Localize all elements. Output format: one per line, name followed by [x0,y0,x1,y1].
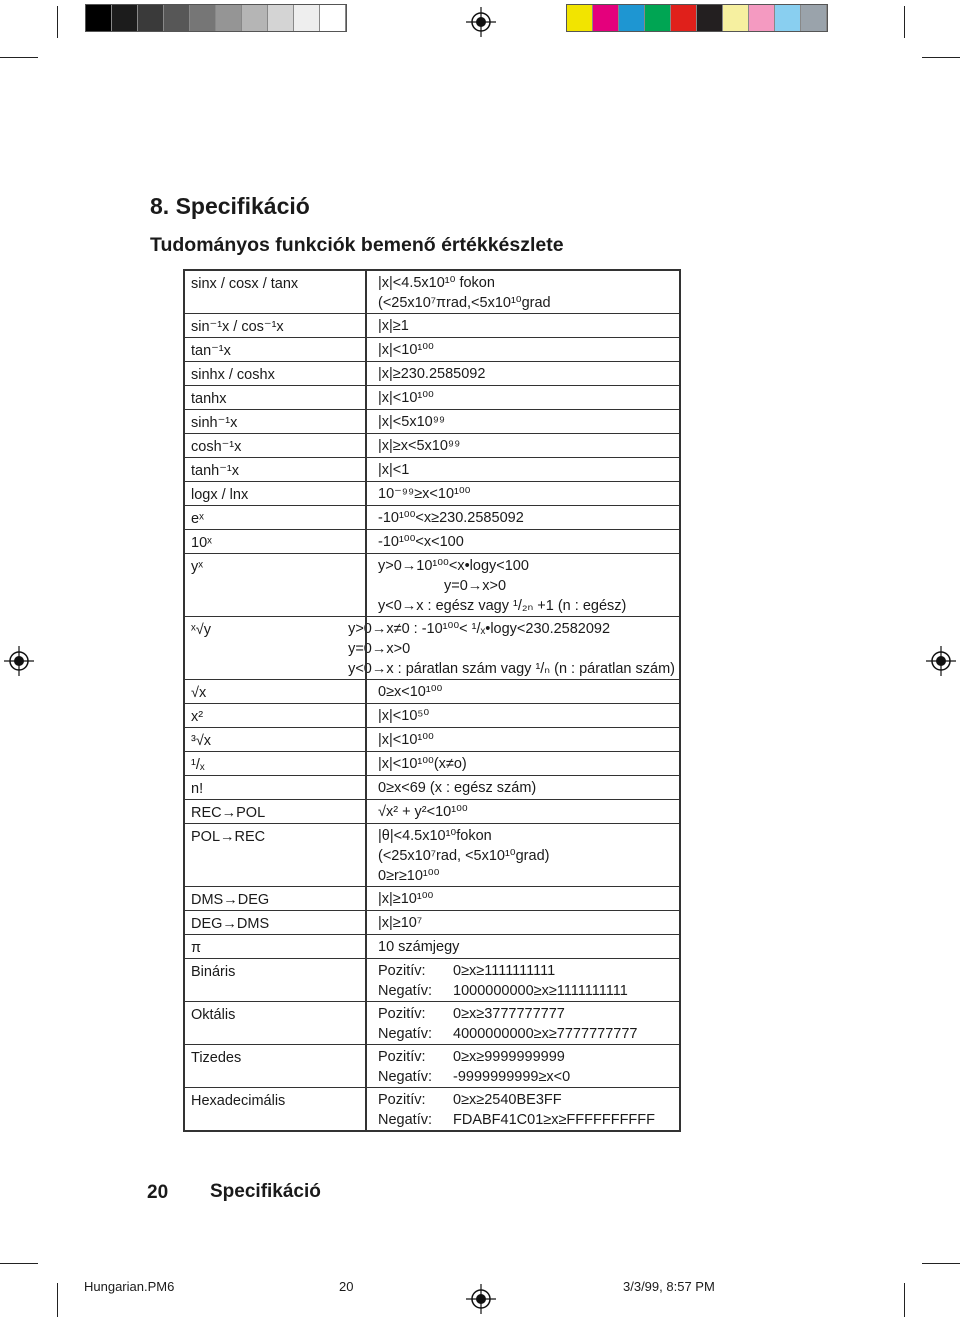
table-row [185,959,679,1002]
input-range-cell [367,410,679,433]
function-name: DMS→DEG [191,892,270,908]
range-line: |θ|<4.5x10¹⁰fokon [378,828,492,844]
table-row [185,776,679,800]
range-line: |x|≥1 [378,318,409,334]
section-title: 8. Specifikáció [150,193,310,219]
range-line: |x|<10¹⁰⁰ [378,342,434,358]
input-range-cell [367,314,679,337]
range-line: 0≥x<69 (x : egész szám) [378,780,537,796]
input-range-cell [367,271,679,313]
color-swatch [593,5,619,31]
range-line: |x|≥x<5x10⁹⁹ [378,438,461,454]
table-row [185,386,679,410]
range-line: 10⁻⁹⁹≥x<10¹⁰⁰ [378,486,471,502]
table-row [185,824,679,887]
color-swatch [723,5,749,31]
table-row [185,482,679,506]
range-pair [378,1004,675,1024]
function-name: tanh⁻¹x [191,463,239,479]
input-range-cell [367,482,679,505]
sign-label: Pozitív: [378,963,426,979]
color-swatch [242,5,268,31]
color-swatch [138,5,164,31]
function-name: cosh⁻¹x [191,439,242,455]
function-name: logx / lnx [191,487,249,503]
table-row [185,362,679,386]
color-swatch [801,5,827,31]
range-line: -10¹⁰⁰<x≥230.2585092 [378,510,524,526]
gray-swatch-strip [85,4,347,32]
input-range-cell [367,1045,679,1087]
range-line: (<25x10⁷πrad,<5x10¹⁰grad [378,295,551,311]
range-line: y=0→x>0 [348,641,411,657]
table-row [185,752,679,776]
range-line: |x|≥230.2585092 [378,366,486,382]
table-row [185,554,679,617]
function-name: tanhx [191,391,227,407]
range-line: |x|<5x10⁹⁹ [378,414,446,430]
sign-label: Pozitív: [378,1049,426,1065]
input-range-cell [367,530,679,553]
range-line: √x² + y²<10¹⁰⁰ [378,804,468,820]
function-name: REC→POL [191,805,266,821]
crop-mark-bottom-left-v [57,1283,58,1317]
input-range-cell [367,824,679,886]
input-range-cell [367,362,679,385]
range-line: |x|<10¹⁰⁰ [378,390,434,406]
range-pair [378,961,675,981]
input-range-cell [367,554,679,616]
table-row [185,704,679,728]
function-name: π [191,940,202,956]
input-range-cell [367,935,679,958]
crop-mark-top-left-h [0,57,38,58]
range-line: |x|≥10¹⁰⁰ [378,891,434,907]
range-value: -9999999999≥x<0 [453,1069,571,1085]
function-name: Hexadecimális [191,1093,286,1109]
function-name: tan⁻¹x [191,343,231,359]
registration-mark-left-icon [4,646,34,676]
function-name: ¹/ₓ [191,757,205,773]
input-range-cell [367,434,679,457]
range-value: 0≥x≥9999999999 [453,1049,565,1065]
input-range-cell [367,959,679,1001]
function-name: 10ˣ [191,535,212,551]
input-range-cell [367,680,679,703]
range-line: 10 számjegy [378,939,460,955]
color-swatch [697,5,723,31]
table-row [185,506,679,530]
table-row [185,887,679,911]
input-range-cell [367,776,679,799]
function-name: sin⁻¹x / cos⁻¹x [191,319,284,335]
color-swatch [86,5,112,31]
table-row [185,800,679,824]
function-name: sinx / cosx / tanx [191,276,299,292]
color-swatch [294,5,320,31]
sign-label: Negatív: [378,1026,432,1042]
color-swatch-strip [566,4,828,32]
range-value: 0≥x≥2540BE3FF [453,1092,562,1108]
table-row [185,1045,679,1088]
sign-label: Negatív: [378,983,432,999]
range-line: |x|<10¹⁰⁰ [378,732,434,748]
crop-mark-top-right-v [904,6,905,38]
range-value: FDABF41C01≥x≥FFFFFFFFFF [453,1112,655,1128]
color-swatch [268,5,294,31]
color-swatch [775,5,801,31]
table-row [185,530,679,554]
range-pair [378,1047,675,1067]
crop-mark-top-right-h [922,57,960,58]
registration-mark-bottom-icon [466,1284,496,1314]
color-swatch [190,5,216,31]
range-value: 0≥x≥1111111111 [453,963,556,979]
range-line: y>0→x≠0 : -10¹⁰⁰< ¹/ₓ•logy<230.2582092 [348,621,611,637]
sign-label: Negatív: [378,1069,432,1085]
table-row [185,1002,679,1045]
input-range-cell [367,728,679,751]
range-value: 0≥x≥3777777777 [453,1006,565,1022]
input-range-cell [367,458,679,481]
slug-file-name: Hungarian.PM6 [84,1279,175,1294]
table-row [185,338,679,362]
function-name: ³√x [191,733,212,749]
crop-mark-bottom-right-h [922,1263,960,1264]
input-range-table [183,269,681,1132]
range-line: y=0→x>0 [444,578,507,594]
range-line: |x|<1 [378,462,410,478]
registration-mark-right-icon [926,646,956,676]
crop-mark-bottom-right-v [904,1283,905,1317]
range-line: 0≥r≥10¹⁰⁰ [378,868,440,884]
table-row [185,434,679,458]
range-line: |x|<10⁵⁰ [378,708,430,724]
slug-page-number: 20 [339,1279,354,1294]
range-line: |x|<4.5x10¹⁰ fokon [378,275,495,291]
table-row [185,728,679,752]
function-name: Oktális [191,1007,236,1023]
input-range-cell [337,617,679,679]
table-row [185,314,679,338]
slug-date: 3/3/99, 8:57 PM [623,1279,715,1294]
table-row [185,271,679,314]
range-line: 0≥x<10¹⁰⁰ [378,684,443,700]
input-range-cell [367,506,679,529]
range-line: |x|<10¹⁰⁰(x≠o) [378,756,467,772]
table-row [185,1088,679,1130]
function-name: ˣ√y [191,622,211,638]
input-range-cell [367,338,679,361]
function-name: sinh⁻¹x [191,415,238,431]
range-line: y<0→x : páratlan szám vagy ¹/ₙ (n : páratlan szám) [348,661,675,677]
range-line: -10¹⁰⁰<x<100 [378,534,464,550]
function-name: Tizedes [191,1050,242,1066]
function-name: sinhx / coshx [191,367,275,383]
color-swatch [320,5,346,31]
range-line: (<25x10⁷rad, <5x10¹⁰grad) [378,848,550,864]
range-line: |x|≥10⁷ [378,915,423,931]
input-range-cell [367,911,679,934]
range-value: 1000000000≥x≥1111111111 [453,983,628,999]
input-range-cell [367,887,679,910]
function-name: yˣ [191,559,204,575]
function-name: Bináris [191,964,236,980]
crop-mark-bottom-left-h [0,1263,38,1264]
sign-label: Pozitív: [378,1092,426,1108]
table-row [185,911,679,935]
color-swatch [216,5,242,31]
range-line: y<0→x : egész vagy ¹/₂ₙ +1 (n : egész) [378,598,627,614]
crop-mark-top-left-v [57,6,58,38]
function-name: POL→REC [191,829,266,845]
function-name: n! [191,781,204,797]
color-swatch [164,5,190,31]
input-range-cell [367,1002,679,1044]
input-range-cell [367,800,679,823]
range-pair [378,1024,675,1044]
registration-mark-top-icon [466,7,496,37]
range-pair [378,981,675,1001]
function-name: x² [191,709,204,725]
range-pair [378,1110,675,1130]
function-name: eˣ [191,511,204,527]
input-range-cell [367,752,679,775]
input-range-cell [367,1088,679,1130]
function-name: DEG→DMS [191,916,270,932]
page-number: 20 [147,1182,169,1203]
range-pair [378,1090,675,1110]
table-row [185,617,679,680]
range-pair [378,1067,675,1087]
color-swatch [749,5,775,31]
input-range-cell [367,704,679,727]
color-swatch [112,5,138,31]
color-swatch [645,5,671,31]
color-swatch [671,5,697,31]
range-line: y>0→10¹⁰⁰<x•logy<100 [378,558,529,574]
table-row [185,458,679,482]
sign-label: Negatív: [378,1112,432,1128]
section-subtitle: Tudományos funkciók bemenő értékkészlete [150,234,564,256]
color-swatch [567,5,593,31]
color-swatch [619,5,645,31]
input-range-cell [367,386,679,409]
sign-label: Pozitív: [378,1006,426,1022]
table-row [185,935,679,959]
table-row [185,410,679,434]
page-footer-title: Specifikáció [210,1181,321,1202]
table-row [185,680,679,704]
range-value: 4000000000≥x≥7777777777 [453,1026,638,1042]
function-name: √x [191,685,207,701]
